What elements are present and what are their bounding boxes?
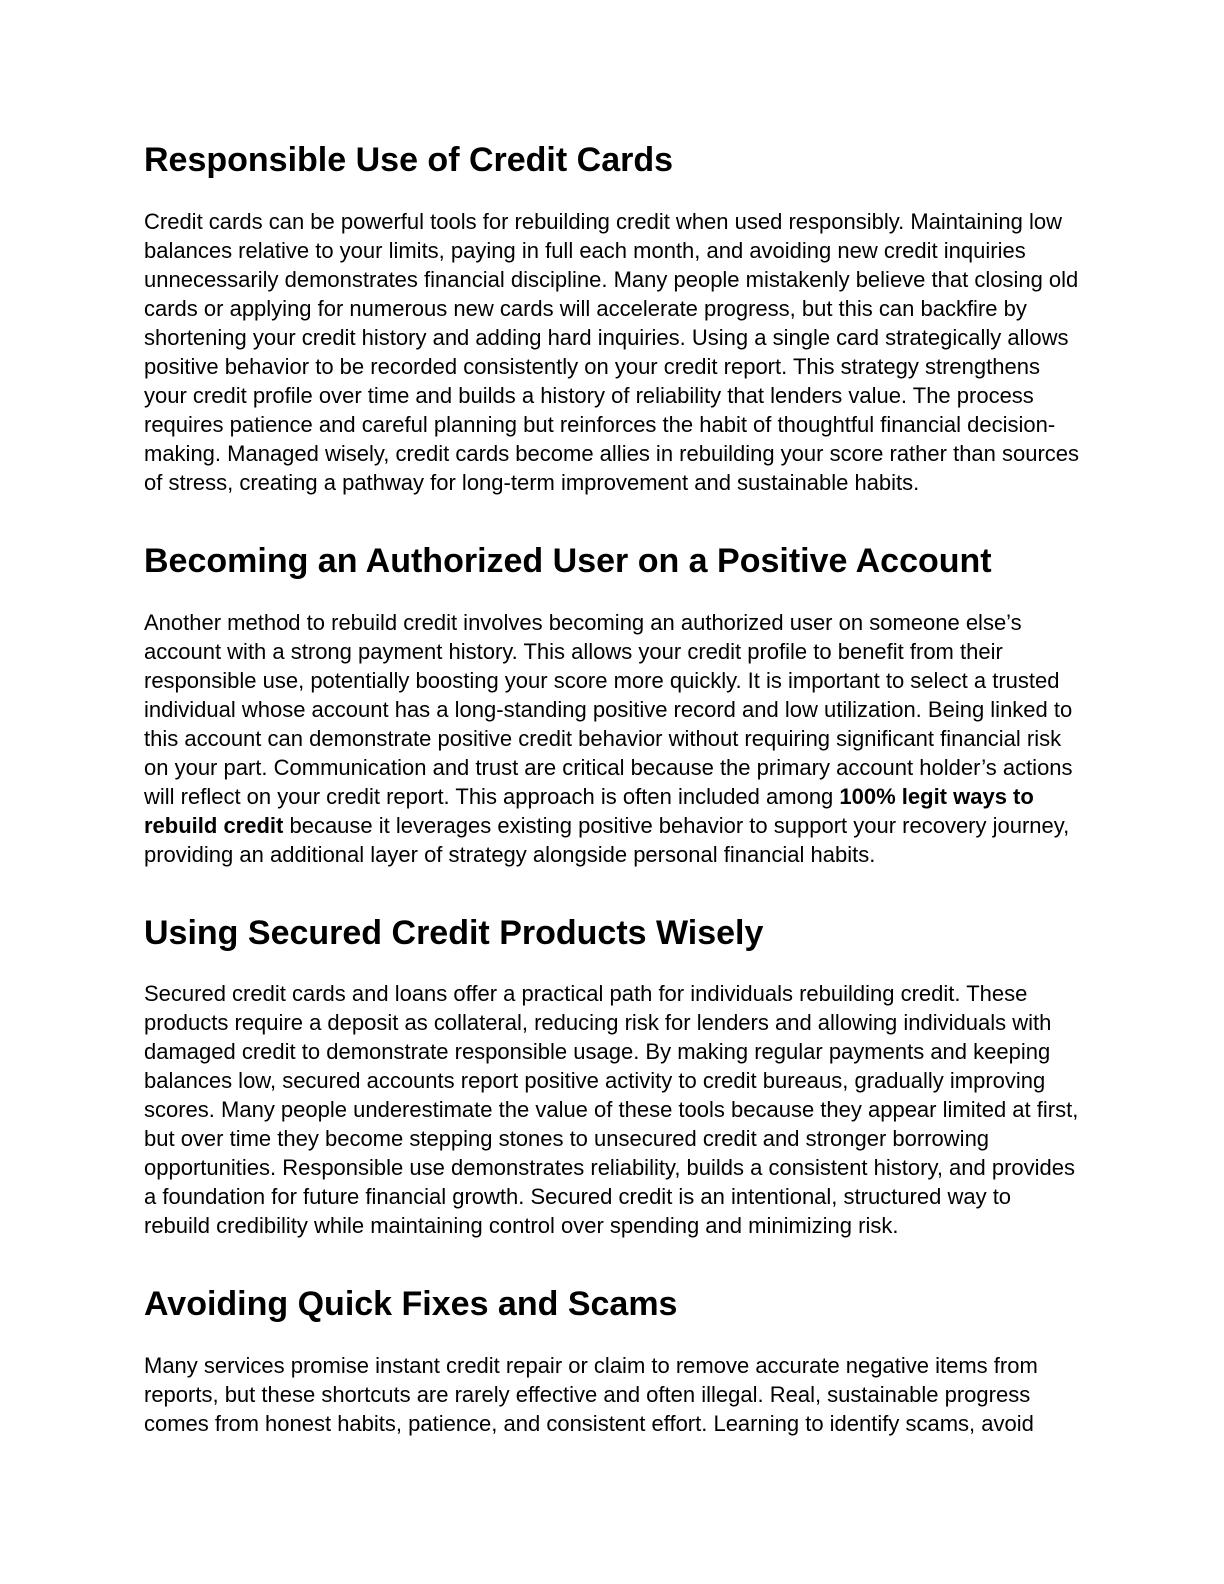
paragraph-text-after-bold: because it leverages existing positive behavior to support your recovery journey, providing an additional layer of strategy alongside personal financial habits.	[144, 812, 1070, 867]
bold-phrase-legit-ways: 100% legit ways to rebuild credit	[144, 783, 1034, 838]
section-authorized-user	[144, 541, 1080, 869]
paragraph-text: Secured credit cards and loans offer a practical path for individuals rebuilding credit. These products require a deposit as collateral, reducing risk for lenders and allowing individuals with damaged credit to demonstrate responsible usage. By making regular payments and keeping balances low, secured accounts report positive activity to credit bureaus, gradually improving scores. Many people underestimate the value of these tools because they appear limited at first, but over time they become stepping stones to unsecured credit and stronger borrowing opportunities. Responsible use demonstrates reliability, builds a consistent history, and provides a foundation for future financial growth. Secured credit is an intentional, structured way to rebuild credibility while maintaining control over spending and minimizing risk.	[144, 981, 1079, 1239]
paragraph-authorized-user	[144, 608, 1080, 869]
paragraph-secured-credit	[144, 979, 1080, 1240]
heading-responsible-use-of-credit-cards: Responsible Use of Credit Cards	[144, 141, 674, 179]
heading-using-secured-credit-products: Using Secured Credit Products Wisely	[144, 913, 764, 952]
section-secured-credit	[144, 913, 1080, 1241]
heading-becoming-authorized-user: Becoming an Authorized User on a Positive Account	[144, 541, 992, 580]
section-avoiding-scams	[144, 1284, 1080, 1438]
paragraph-text: Credit cards can be powerful tools for rebuilding credit when used responsibly. Maintaining low balances relative to your limits, paying in full each month, and avoiding new credit inquiries unnecessarily demonstrates financial discipline. Many people mistakenly believe that closing old cards or applying for numerous new cards will accelerate progress, but this can backfire by shortening your credit history and adding hard inquiries. Using a single card strategically allows positive behavior to be recorded consistently on your credit report. This strategy strengthens your credit profile over time and builds a history of reliability that lenders value. The process requires patience and careful planning but reinforces the habit of thoughtful financial decision-making. Managed wisely, credit cards become allies in rebuilding your score rather than sources of stress, creating a pathway for long-term improvement and sustainable habits.	[144, 208, 1080, 495]
paragraph-text-before-bold: Another method to rebuild credit involves becoming an authorized user on someone else’s account with a strong payment history. This allows your credit profile to benefit from their responsible use, potentially boosting your score more quickly. It is important to select a trusted individual whose account has a long-standing positive record and low utilization. Being linked to this account can demonstrate positive credit behavior without requiring significant financial risk on your part. Communication and trust are critical because the primary account holder’s actions will reflect on your credit report. This approach is often included among	[144, 609, 1073, 809]
section-responsible-use	[144, 140, 1080, 497]
paragraph-responsible-use	[144, 207, 1080, 497]
heading-avoiding-quick-fixes-and-scams: Avoiding Quick Fixes and Scams	[144, 1285, 678, 1324]
paragraph-avoiding-scams	[144, 1351, 1080, 1438]
paragraph-text: Many services promise instant credit repair or claim to remove accurate negative items from reports, but these shortcuts are rarely effective and often illegal. Real, sustainable progress comes from honest habits, patience, and consistent effort. Learning to identify scams, avoid	[144, 1353, 1038, 1437]
